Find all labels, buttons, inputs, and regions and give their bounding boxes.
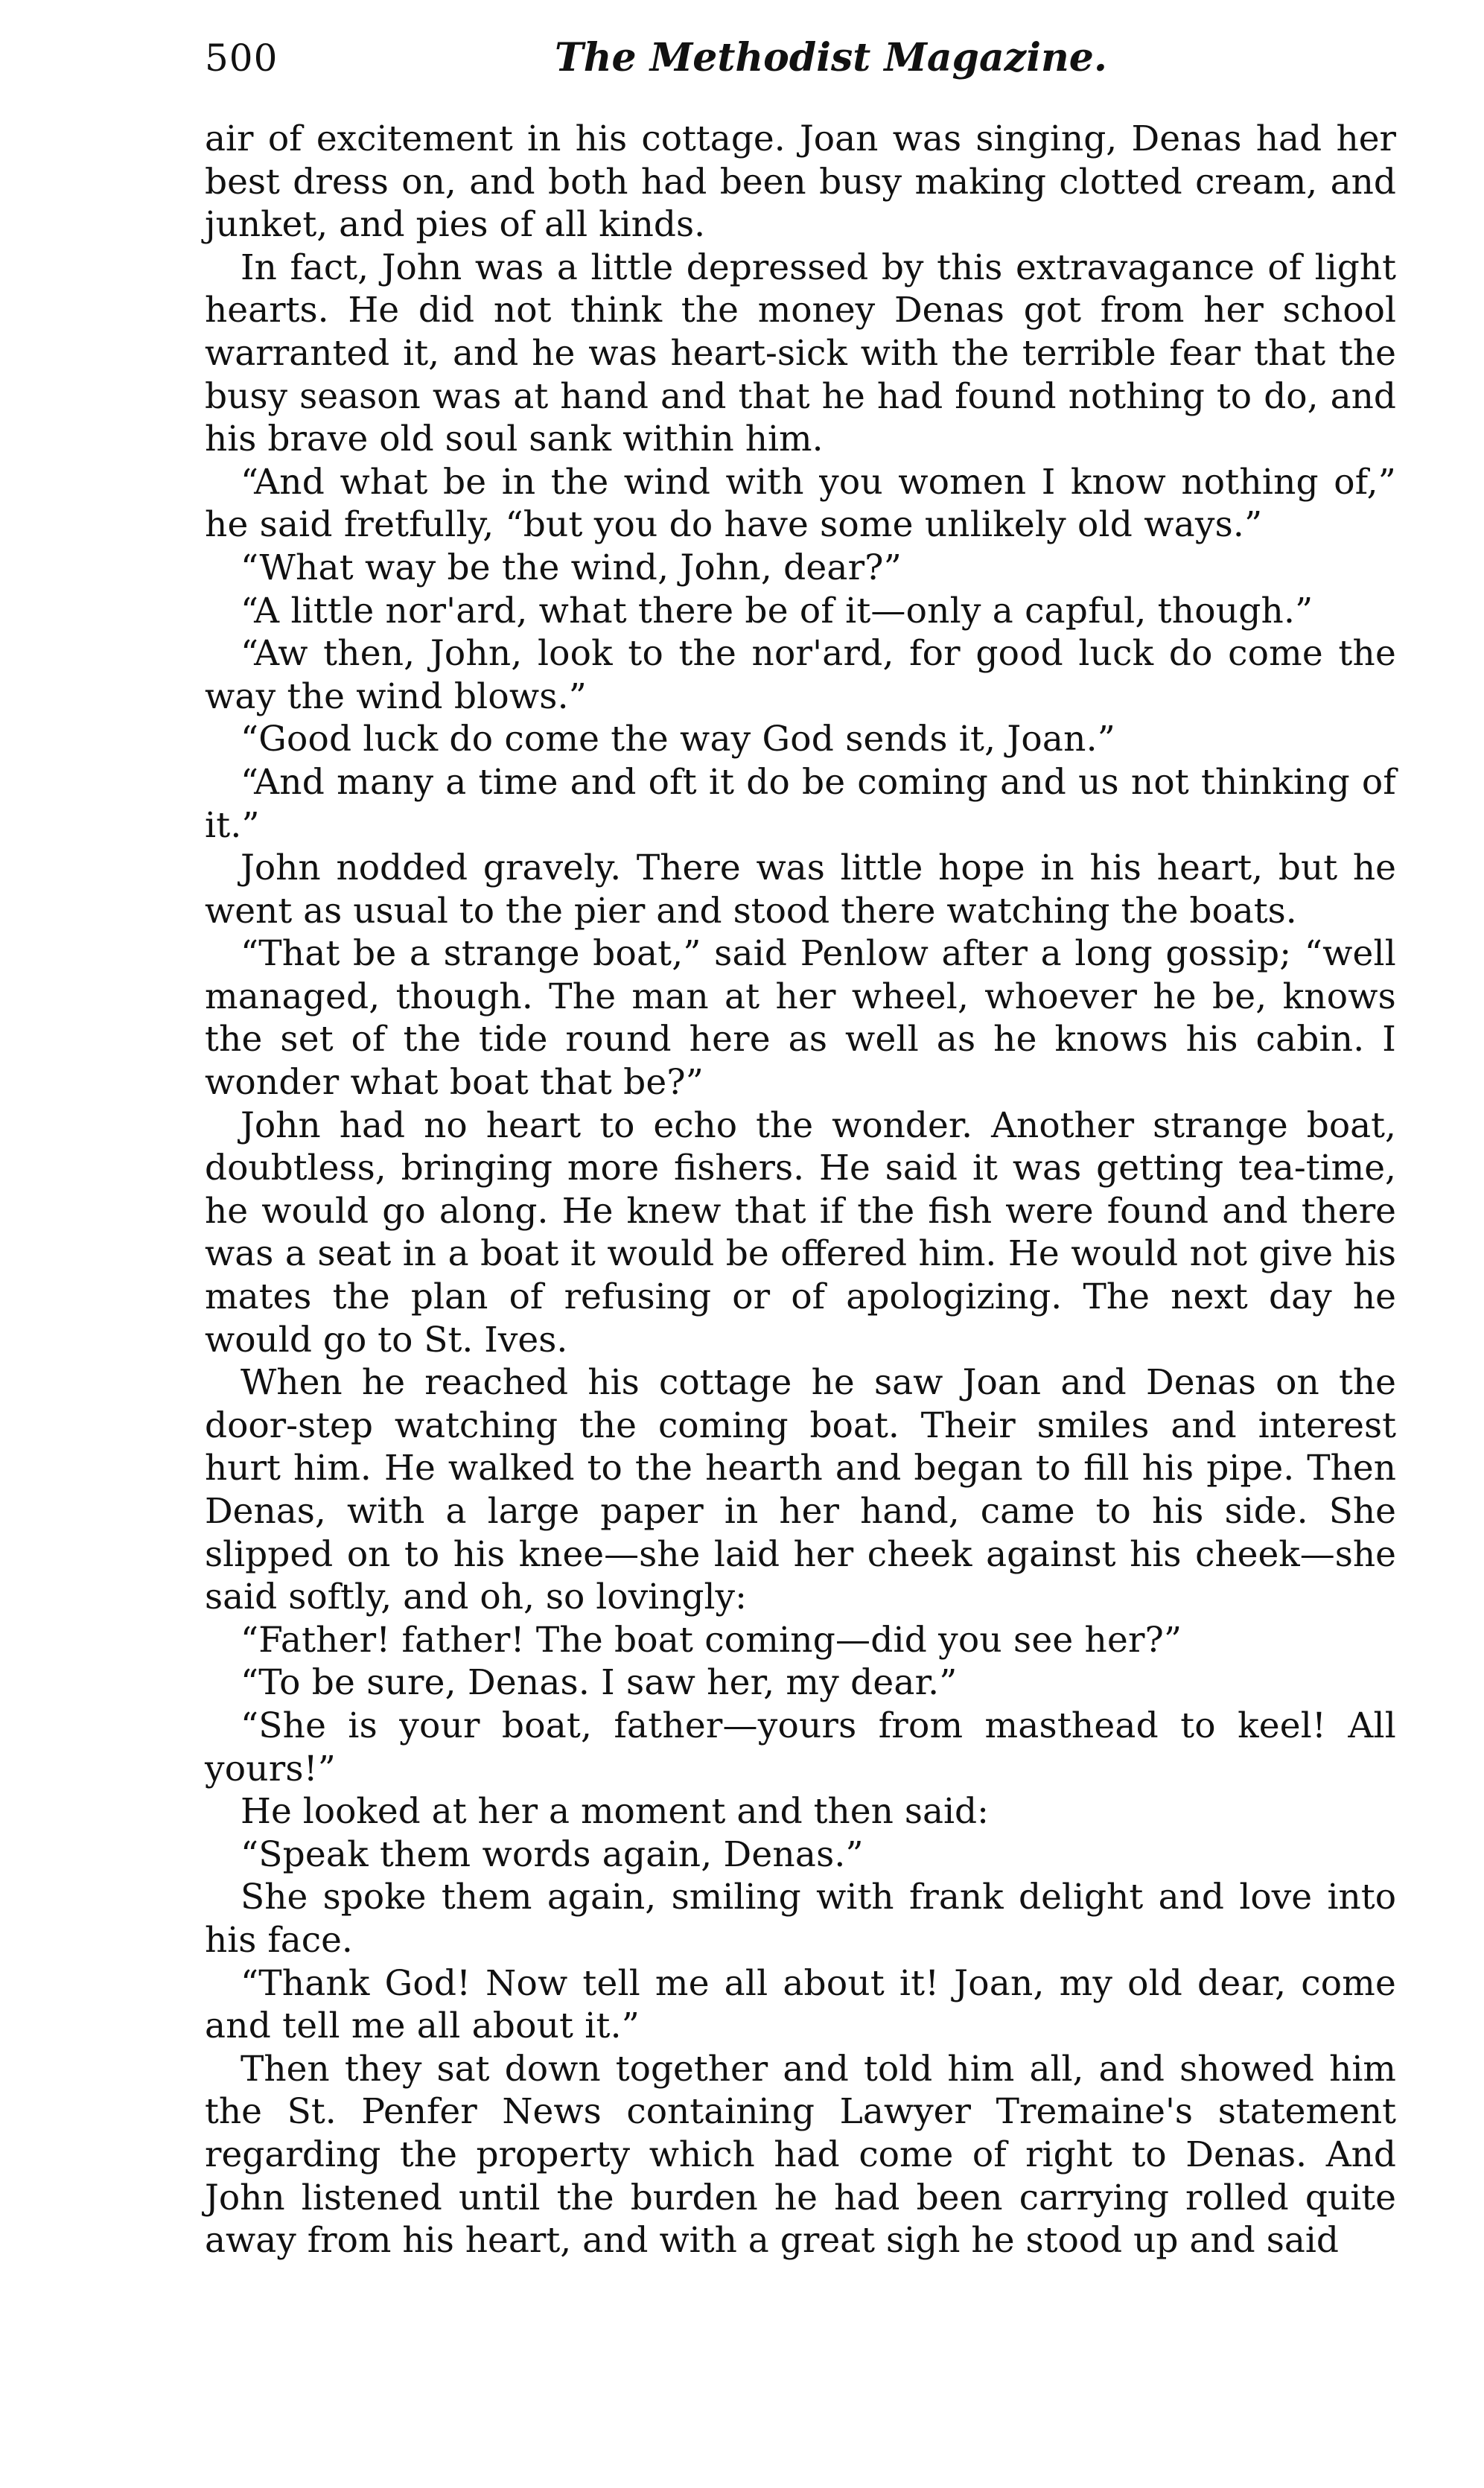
paragraph: “To be sure, Denas. I saw her, my dear.”: [241, 1662, 958, 1704]
paragraph: John had no heart to echo the wonder. Another strange boat, doubtless, bringing more fishers. He said it was getting tea-time, he would go along. He knew that if the fish were found and there was a seat in a boat it would be offered him. He would not give his mates the plan of refusing or of apologizing. The next day he would go to St. Ives.: [205, 1104, 1396, 1361]
paragraph: “Speak them words again, Denas.”: [241, 1833, 864, 1875]
paragraph: “And many a time and oft it do be coming and us not thinking of it.”: [205, 761, 1396, 846]
running-title: The Methodist Magazine.: [555, 35, 1107, 80]
paragraph: “What way be the wind, John, dear?”: [241, 547, 902, 588]
paragraph: “That be a strange boat,” said Penlow after a long gossip; “well managed, though. The man at her wheel, whoever he be, knows the set of the tide round here as well as he knows his cabin. I wonder what boat that be?”: [205, 933, 1396, 1104]
page-number: 500: [205, 36, 278, 80]
paragraph: “Good luck do come the way God sends it, Joan.”: [241, 719, 1115, 760]
body-text: [205, 118, 1396, 2262]
paragraph: John nodded gravely. There was little hope in his heart, but he went as usual to the pier and stood there watching the boats.: [205, 847, 1396, 932]
paragraph: Then they sat down together and told him all, and showed him the St. Penfer News containing Lawyer Tremaine's statement regarding the property which had come of right to Denas. And John listened until the burden he had been carrying rolled quite away from his heart, and with a great sigh he stood up and said: [205, 2048, 1396, 2262]
paragraph: “A little nor'ard, what there be of it—only a capful, though.”: [241, 590, 1313, 631]
paragraph: In fact, John was a little depressed by this extravagance of light hearts. He did not think the money Denas got from her school warranted it, and he was heart-sick with the terrible fear that the busy season was at hand and that he had found nothing to do, and his brave old soul sank within him.: [205, 246, 1396, 460]
paragraph: When he reached his cottage he saw Joan and Denas on the door-step watching the coming boat. Their smiles and interest hurt him. He walked to the hearth and began to fill his pipe. Then Denas, with a large paper in her hand, came to his side. She slipped on to his knee—she laid her cheek against his cheek—she said softly, and oh, so lovingly:: [205, 1362, 1396, 1618]
paragraph: He looked at her a moment and then said:: [241, 1791, 989, 1833]
paragraph: “She is your boat, father—yours from masthead to keel! All yours!”: [205, 1705, 1396, 1789]
paragraph: “And what be in the wind with you women I know nothing of,” he said fretfully, “but you do have some unlikely old ways.”: [205, 461, 1396, 546]
running-head: [205, 28, 1396, 88]
paragraph: “Thank God! Now tell me all about it! Joan, my old dear, come and tell me all about it.”: [205, 1962, 1396, 2047]
paragraph: “Aw then, John, look to the nor'ard, for good luck do come the way the wind blows.”: [205, 633, 1396, 717]
paragraph: “Father! father! The boat coming—did you see her?”: [241, 1619, 1182, 1661]
paragraph: She spoke them again, smiling with frank delight and love into his face.: [205, 1877, 1396, 1961]
paragraph: air of excitement in his cottage. Joan was singing, Denas had her best dress on, and both had been busy making clotted cream, and junket, and pies of all kinds.: [205, 118, 1396, 246]
